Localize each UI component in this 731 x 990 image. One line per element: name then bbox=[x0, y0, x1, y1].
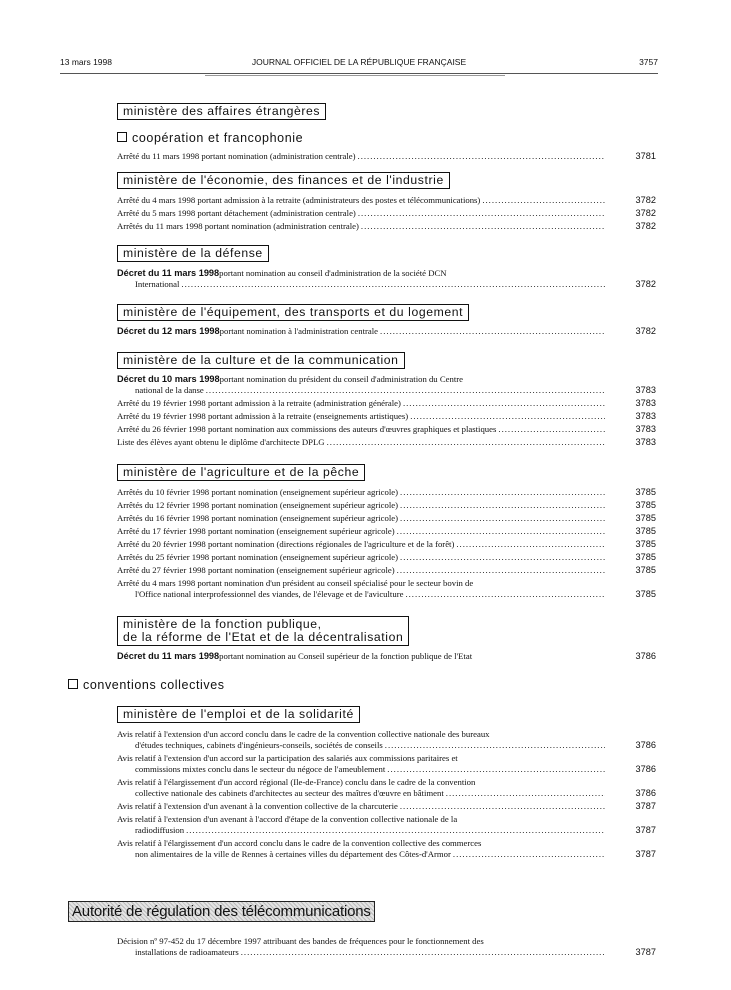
entry-page: 3785 bbox=[635, 500, 656, 510]
entry: Avis relatif à l'extension d'un avenant à la convention collective de la charcuterie ..... bbox=[117, 801, 605, 812]
entry-page: 3785 bbox=[635, 589, 656, 599]
entry-page: 3786 bbox=[635, 740, 656, 750]
entry: Arrêtés du 16 février 1998 portant nomination (enseignement supérieur agricole) ..... bbox=[117, 513, 605, 524]
entry-page: 3783 bbox=[635, 424, 656, 434]
header-date: 13 mars 1998 bbox=[60, 57, 112, 67]
subsection-cooperation: coopération et francophonie bbox=[117, 131, 303, 145]
entry: Avis relatif à l'élargissement d'un accord conclu dans le cadre de la convention collective des commerces non alimentaires de la ville de Rennes à certaines villes du département des Côtes-d'Armor ..... bbox=[117, 838, 605, 860]
entry: Arrêté du 19 février 1998 portant admission à la retraite (enseignements artistiques) ..... bbox=[117, 411, 605, 422]
entry-page: 3781 bbox=[635, 151, 656, 161]
entry: Arrêté du 4 mars 1998 portant nomination d'un président au conseil spécialisé pour le secteur bovin de l'Office national interprofessionnel des viandes, de l'élevage et de l'aviculture ..... bbox=[117, 578, 605, 600]
section-title-arcep: Autorité de régulation des télécommunications bbox=[68, 901, 375, 922]
entry-page: 3786 bbox=[635, 651, 656, 661]
entry: Arrêté du 27 février 1998 portant nomination (enseignement supérieur agricole) ..... bbox=[117, 565, 605, 576]
section-title-equipement: ministère de l'équipement, des transports et du logement bbox=[117, 304, 469, 321]
entry-page: 3782 bbox=[635, 279, 656, 289]
entry-page: 3787 bbox=[635, 849, 656, 859]
entry: Décision nº 97-452 du 17 décembre 1997 attribuant des bandes de fréquences pour le fonctionnement des installations de radioamateurs ..... bbox=[117, 936, 605, 958]
entry: Arrêté du 17 février 1998 portant nomination (enseignement supérieur agricole) ..... bbox=[117, 526, 605, 537]
entry-page: 3782 bbox=[635, 208, 656, 218]
entry-page: 3783 bbox=[635, 398, 656, 408]
entry: Arrêtés du 11 mars 1998 portant nomination (administration centrale) ..... bbox=[117, 221, 605, 232]
entry: Liste des élèves ayant obtenu le diplôme d'architecte DPLG ..... bbox=[117, 437, 605, 448]
section-title-agriculture: ministère de l'agriculture et de la pêche bbox=[117, 464, 365, 481]
checkbox-square-icon bbox=[117, 132, 127, 142]
section-title-culture: ministère de la culture et de la communication bbox=[117, 352, 405, 369]
entry: Décret du 11 mars 1998 portant nomination au Conseil supérieur de la fonction publique de l'Etat bbox=[117, 651, 473, 661]
entry: Décret du 12 mars 1998 portant nomination à l'administration centrale ..... bbox=[117, 326, 605, 337]
entry: Avis relatif à l'extension d'un accord conclu dans le cadre de la convention collective nationale des bureaux d'études techniques, cabinets d'ingénieurs-conseils, sociétés de conseils ..... bbox=[117, 729, 605, 751]
entry-page: 3785 bbox=[635, 552, 656, 562]
entry-page: 3783 bbox=[635, 411, 656, 421]
entry-page: 3785 bbox=[635, 526, 656, 536]
header-rule-short bbox=[205, 75, 505, 76]
section-title-affaires-etrangeres: ministère des affaires étrangères bbox=[117, 103, 326, 120]
entry-page: 3783 bbox=[635, 385, 656, 395]
entry-page: 3787 bbox=[635, 801, 656, 811]
header-rule bbox=[60, 73, 658, 74]
entry: Arrêtés du 12 février 1998 portant nomination (enseignement supérieur agricole) ..... bbox=[117, 500, 605, 511]
entry-page: 3782 bbox=[635, 326, 656, 336]
entry: Décret du 10 mars 1998 portant nomination du président du conseil d'administration du Centre national de la danse ..... bbox=[117, 374, 605, 396]
entry: Arrêté du 4 mars 1998 portant admission à la retraite (administrateurs des postes et télécommunications) ..... bbox=[117, 195, 605, 206]
entry-page: 3787 bbox=[635, 825, 656, 835]
entry: Arrêtés du 10 février 1998 portant nomination (enseignement supérieur agricole) ..... bbox=[117, 487, 605, 498]
entry-page: 3785 bbox=[635, 487, 656, 497]
entry-page: 3785 bbox=[635, 565, 656, 575]
entry-page: 3782 bbox=[635, 195, 656, 205]
page-number: 3757 bbox=[639, 57, 658, 67]
entry: Avis relatif à l'extension d'un avenant à l'accord d'étape de la convention collective nationale de la radiodiffusion ..... bbox=[117, 814, 605, 836]
section-title-defense: ministère de la défense bbox=[117, 245, 269, 262]
journal-title: JOURNAL OFFICIEL DE LA RÉPUBLIQUE FRANÇAISE bbox=[251, 57, 467, 67]
entry: Arrêtés du 25 février 1998 portant nomination (enseignement supérieur agricole) ..... bbox=[117, 552, 605, 563]
entry: Avis relatif à l'extension d'un accord sur la participation des salariés aux commissions paritaires et commissions mixtes conclu dans le secteur du négoce de l'ameublement ..... bbox=[117, 753, 605, 775]
entry: Arrêté du 5 mars 1998 portant détachement (administration centrale) ..... bbox=[117, 208, 605, 219]
entry-page: 3785 bbox=[635, 513, 656, 523]
section-title-economie: ministère de l'économie, des finances et de l'industrie bbox=[117, 172, 450, 189]
heading-conventions-collectives: conventions collectives bbox=[68, 678, 225, 692]
entry-page: 3783 bbox=[635, 437, 656, 447]
entry-page: 3786 bbox=[635, 788, 656, 798]
section-title-fonction-publique: ministère de la fonction publique, de la réforme de l'Etat et de la décentralisation bbox=[117, 616, 409, 646]
entry: Arrêté du 11 mars 1998 portant nomination (administration centrale) ..... bbox=[117, 151, 605, 162]
section-title-emploi: ministère de l'emploi et de la solidarité bbox=[117, 706, 360, 723]
entry-page: 3785 bbox=[635, 539, 656, 549]
entry: Arrêté du 19 février 1998 portant admission à la retraite (administration générale) ..... bbox=[117, 398, 605, 409]
entry-page: 3787 bbox=[635, 947, 656, 957]
running-header bbox=[60, 57, 658, 71]
entry: Décret du 11 mars 1998 portant nomination au conseil d'administration de la société DCN International ..... bbox=[117, 268, 605, 290]
entry: Arrêté du 26 février 1998 portant nomination aux commissions des auteurs d'œuvres graphiques et plastiques ..... bbox=[117, 424, 605, 435]
entry-page: 3786 bbox=[635, 764, 656, 774]
checkbox-square-icon bbox=[68, 679, 78, 689]
entry: Arrêté du 20 février 1998 portant nomination (directions régionales de l'agriculture et de la forêt) ..... bbox=[117, 539, 605, 550]
entry-page: 3782 bbox=[635, 221, 656, 231]
entry: Avis relatif à l'élargissement d'un accord régional (Ile-de-France) conclu dans le cadre de la convention collective nationale des cabinets d'architectes au secteur des maîtres d'œuvre en bâtiment ..... bbox=[117, 777, 605, 799]
